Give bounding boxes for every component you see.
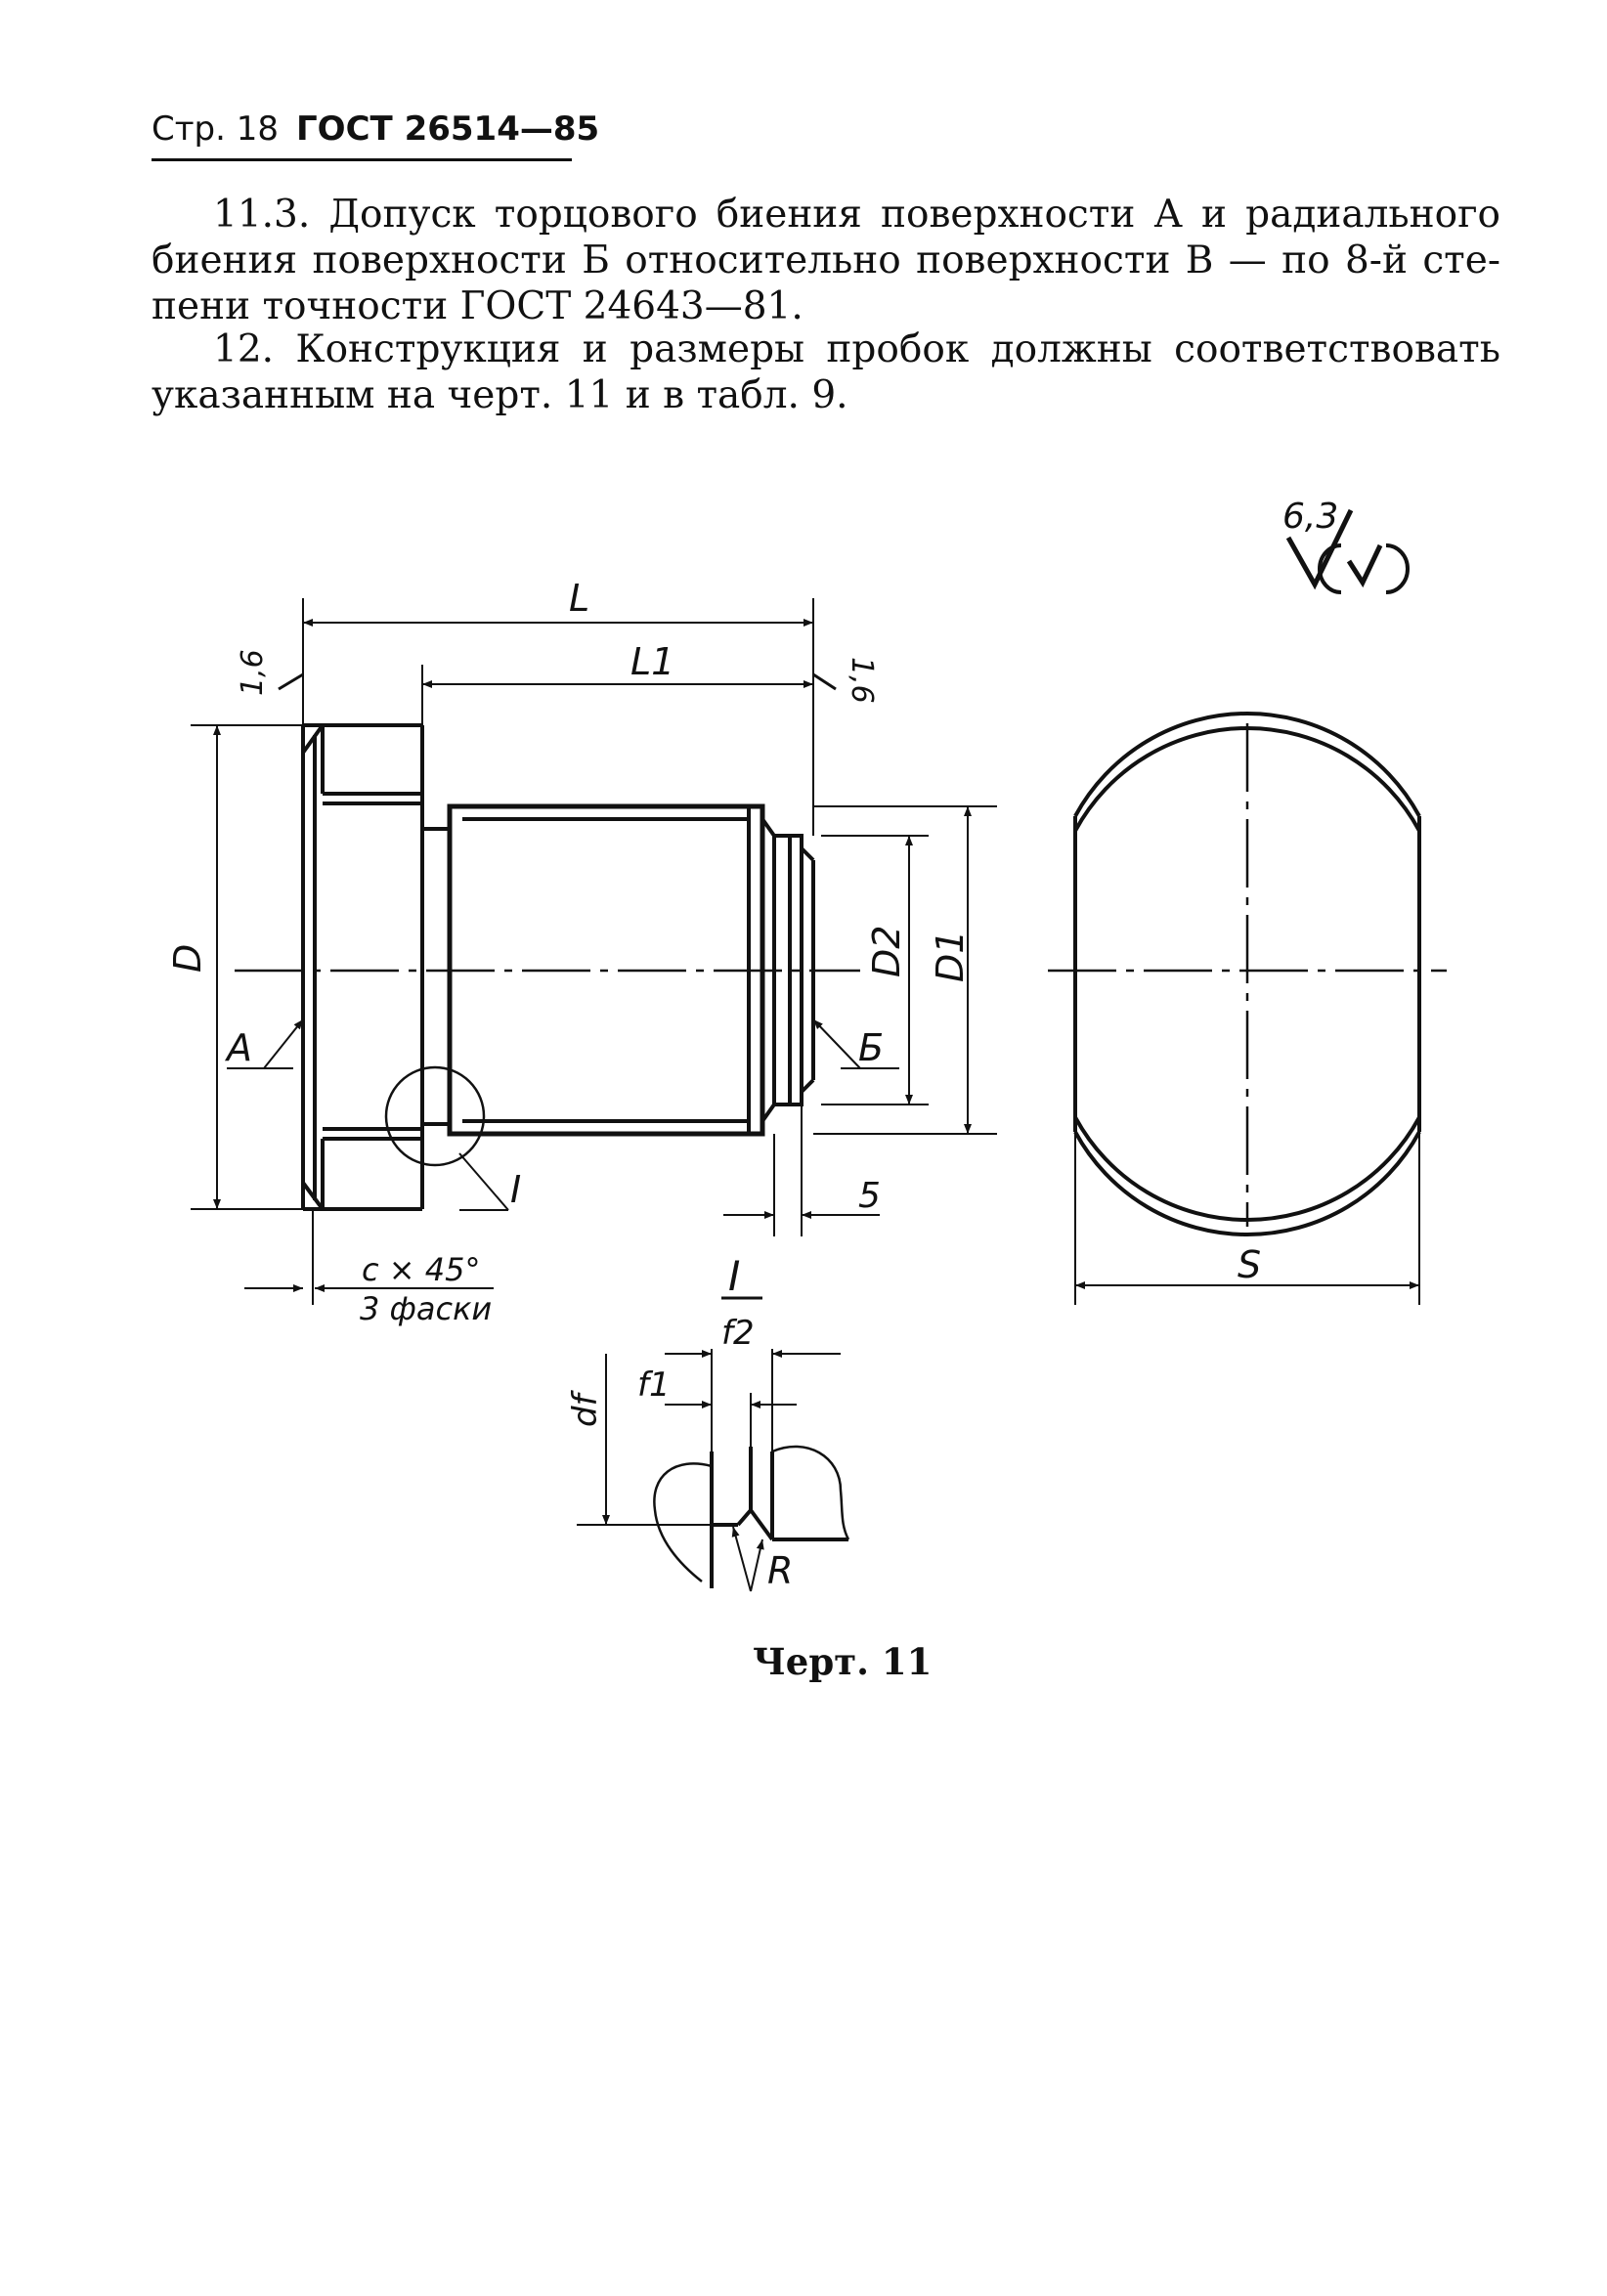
detail-callout-label: I bbox=[510, 1168, 522, 1211]
dimension-S: S bbox=[1238, 1243, 1262, 1286]
roughness-value-general: 6,3 bbox=[1282, 497, 1339, 537]
figure-caption: Черт. 11 bbox=[753, 1640, 933, 1683]
dimension-5: 5 bbox=[858, 1176, 881, 1216]
paragraph-line: пени точности ГОСТ 24643—81. bbox=[152, 284, 804, 328]
dimension-D: D bbox=[166, 943, 209, 973]
dimension-R: R bbox=[767, 1549, 794, 1592]
dimension-f1: f1 bbox=[637, 1365, 671, 1405]
chamfer-label: c × 45° bbox=[362, 1251, 481, 1288]
dimension-L1: L1 bbox=[630, 640, 675, 683]
paragraph-line: указанным на черт. 11 и в табл. 9. bbox=[152, 373, 848, 417]
page-number: Стр. 18 bbox=[152, 109, 280, 149]
chamfer-note: 3 фаски bbox=[360, 1290, 493, 1327]
paragraph-line: 12. Конструкция и размеры пробок должны соответствовать bbox=[213, 327, 1500, 371]
roughness-symbol-general bbox=[1282, 497, 1408, 592]
surface-B-label: Б bbox=[858, 1026, 885, 1069]
dimension-df: df bbox=[566, 1394, 605, 1427]
end-view-plug bbox=[1048, 714, 1447, 1305]
dimension-D1: D1 bbox=[929, 930, 972, 982]
detail-view-labels bbox=[566, 1252, 793, 1592]
detail-view-I bbox=[577, 1298, 848, 1591]
paragraph-line: биения поверхности Б относительно поверхности В — по 8-й сте- bbox=[152, 238, 1500, 282]
dimension-f2: f2 bbox=[721, 1314, 755, 1353]
side-view-plug bbox=[235, 725, 860, 1209]
dimension-L: L bbox=[569, 577, 590, 620]
surface-A-label: A bbox=[227, 1026, 252, 1069]
paragraph-line: 11.3. Допуск торцового биения поверхности А и радиального bbox=[213, 193, 1500, 237]
roughness-value-left: 1,6 bbox=[236, 649, 270, 696]
detail-title: I bbox=[728, 1252, 741, 1300]
roughness-value-right: 1,6 bbox=[845, 657, 879, 704]
dimension-D2: D2 bbox=[865, 925, 908, 977]
standard-number: ГОСТ 26514—85 bbox=[296, 109, 600, 149]
